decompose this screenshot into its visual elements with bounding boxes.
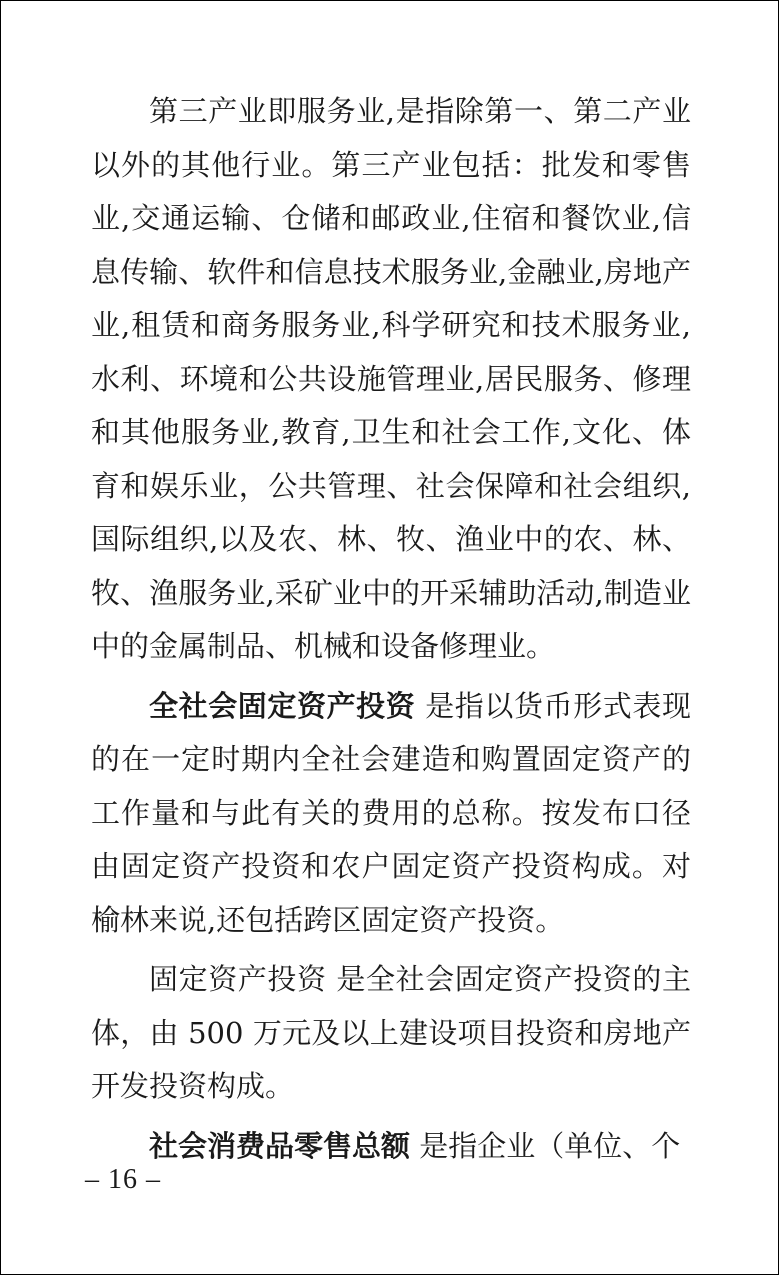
paragraph-text: 是指以货币形式表现的在一定时期内全社会建造和购置固定资产的工作量和与此有关的费用的总称。按发布口径由固定资产投资和农户固定资产投资构成。对榆林来说,还包括跨区固定资产投资。 — [91, 688, 691, 937]
paragraph-text: 固定资产投资 是全社会固定资产投资的主体，由 500 万元及以上建设项目投资和房地产开发投资构成。 — [91, 962, 691, 1103]
paragraph-text: 是指企业（单位、个 — [410, 1128, 681, 1163]
paragraph-term: 社会消费品零售总额 — [149, 1128, 411, 1163]
paragraph-retail-sales — [91, 1120, 691, 1174]
body-text — [91, 85, 691, 1179]
paragraph-total-fixed-asset-investment — [91, 680, 691, 948]
paragraph-fixed-asset-investment — [91, 953, 691, 1114]
page-number: – 16 – — [85, 1164, 161, 1195]
paragraph-term: 全社会固定资产投资 — [149, 688, 416, 723]
paragraph-text: 第三产业即服务业,是指除第一、第二产业以外的其他行业。第三产业包括：批发和零售业,交通运输、仓储和邮政业,住宿和餐饮业,信息传输、软件和信息技术服务业,金融业,房地产业,租赁和商务服务业,科学研究和技术服务业,水利、环境和公共设施管理业,居民服务、修理和其他服务业,教育,卫生和社会工作,文化、体育和娱乐业，公共管理、社会保障和社会组织,国际组织,以及农、林、牧、渔业中的农、林、牧、渔服务业,采矿业中的开采辅助活动,制造业中的金属制品、机械和设备修理业。 — [91, 94, 691, 663]
paragraph-tertiary-industry — [91, 85, 691, 674]
